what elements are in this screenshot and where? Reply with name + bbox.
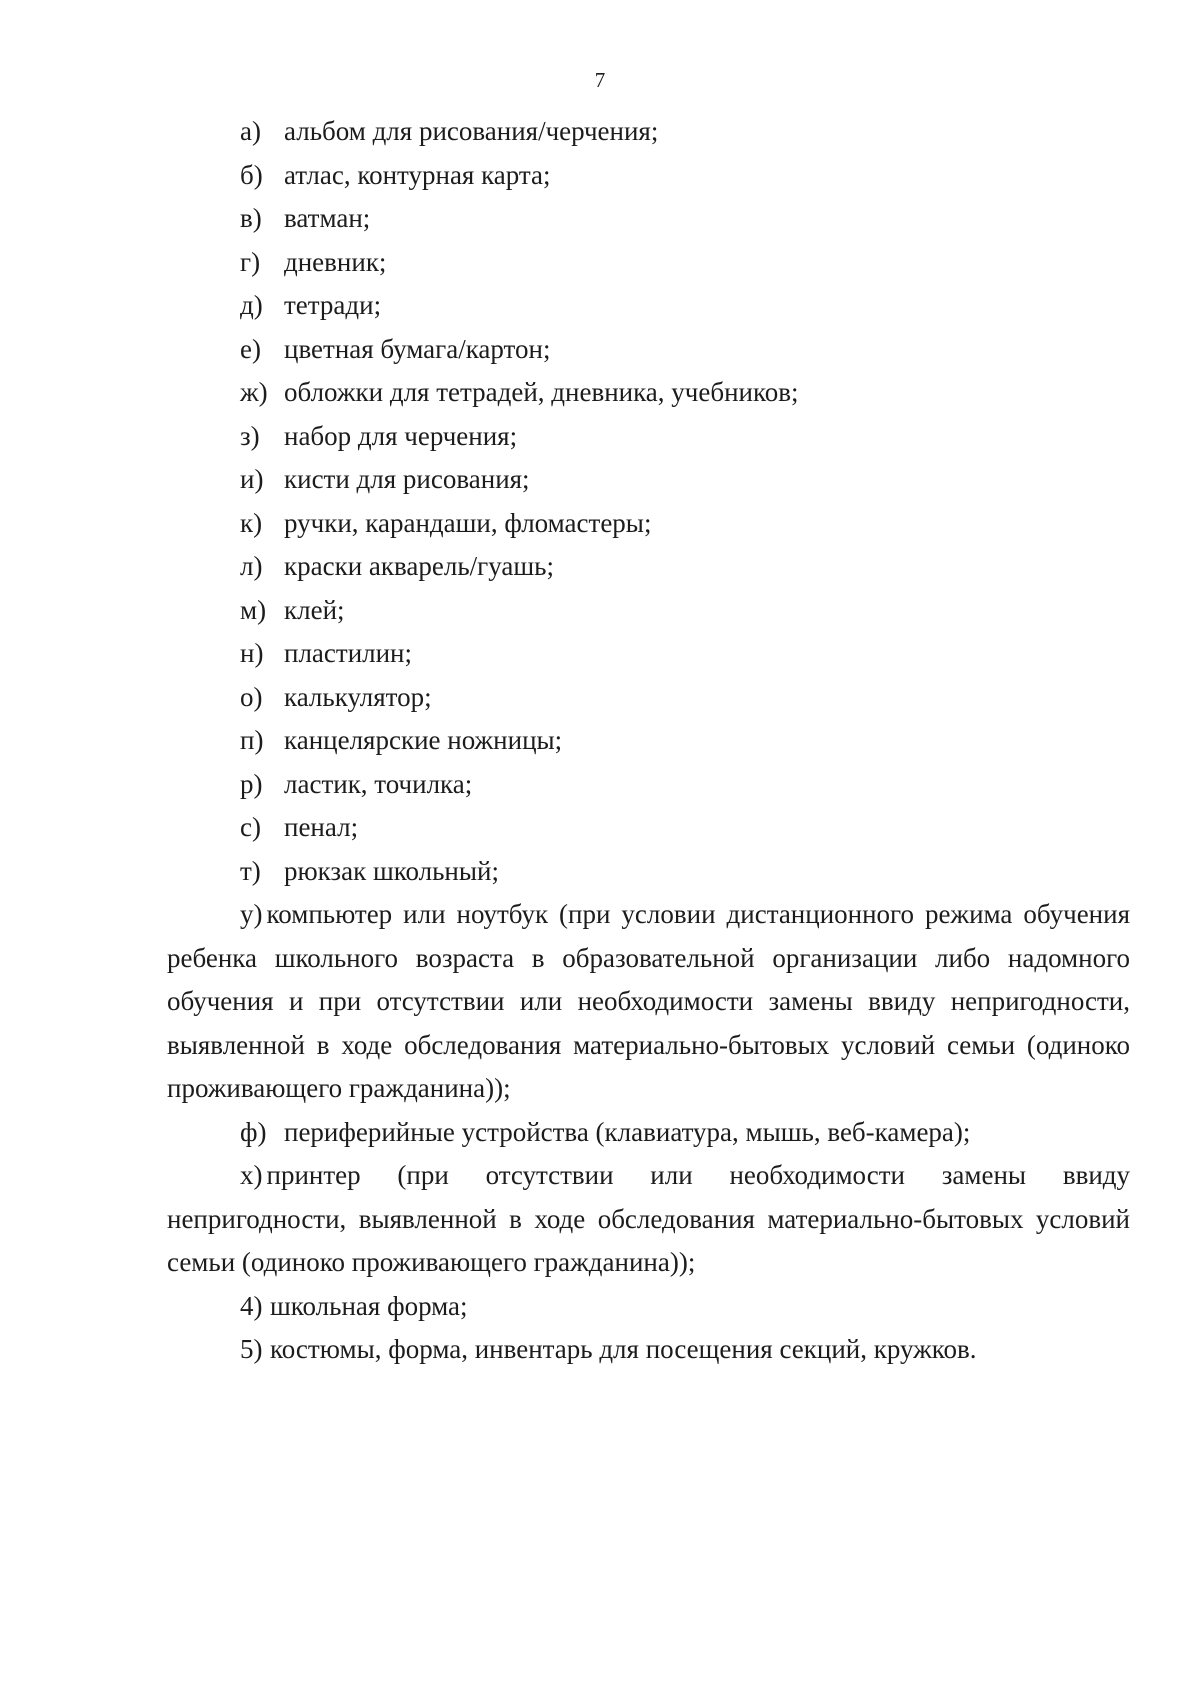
list-item-school-uniform xyxy=(0,1285,1200,1329)
page-number: 7 xyxy=(594,68,606,92)
list-marker: в) xyxy=(240,203,262,233)
list-item xyxy=(0,415,1200,459)
list-item xyxy=(0,328,1200,372)
list-item-computer xyxy=(167,893,1130,1111)
list-item-text: канцелярские ножницы; xyxy=(284,725,563,755)
list-item-text: атлас, контурная карта; xyxy=(284,159,551,190)
list-item xyxy=(0,589,1200,633)
list-item xyxy=(0,154,1200,198)
list-marker: у) xyxy=(240,899,263,929)
list-item-text: клей; xyxy=(284,594,345,625)
list-marker: п) xyxy=(240,725,264,755)
list-item xyxy=(0,676,1200,720)
list-item xyxy=(0,197,1200,241)
list-item xyxy=(0,371,1200,415)
list-item xyxy=(0,458,1200,502)
list-marker: 4) xyxy=(240,1290,263,1321)
list-item-text: альбом для рисования/черчения; xyxy=(284,116,659,146)
list-marker: м) xyxy=(240,594,267,625)
list-marker: к) xyxy=(240,507,263,538)
list-item xyxy=(0,110,1200,154)
list-item-text: периферийные устройства (клавиатура, мышь, веб-камера); xyxy=(284,1116,971,1147)
list-marker: ж) xyxy=(240,377,268,407)
list-item-peripherals xyxy=(0,1111,1200,1155)
list-marker: ф) xyxy=(240,1116,267,1147)
list-item-text: школьная форма; xyxy=(270,1290,468,1321)
list-item-text: цветная бумага/картон; xyxy=(284,333,551,364)
list-item-text: ластик, точилка; xyxy=(284,768,473,799)
list-marker: с) xyxy=(240,812,261,842)
list-marker: б) xyxy=(240,159,263,190)
list-item-text: краски акварель/гуашь; xyxy=(284,551,554,581)
list-item xyxy=(0,545,1200,589)
list-item xyxy=(0,284,1200,328)
list-item-text: пенал; xyxy=(284,812,359,842)
list-item-text: ватман; xyxy=(284,203,371,233)
list-marker: х) xyxy=(240,1160,263,1190)
list-item-text: тетради; xyxy=(284,290,382,320)
list-marker: р) xyxy=(240,768,263,799)
list-item-text: пластилин; xyxy=(284,638,413,668)
list-item-text: принтер (при отсутствии или необходимости замены ввиду непригодности, выявленной в ходе обследования материально-бытовых условий семьи (одиноко проживающего гражданина)); xyxy=(167,1160,1130,1277)
list-item-printer xyxy=(167,1154,1130,1285)
list-item-text: ручки, карандаши, фломастеры; xyxy=(284,507,652,538)
list-item xyxy=(0,241,1200,285)
list-item-text: калькулятор; xyxy=(284,681,432,712)
list-item xyxy=(0,632,1200,676)
list-marker: 5) xyxy=(240,1334,263,1364)
list-item-text: рюкзак школьный; xyxy=(284,855,499,886)
list-item-sports-costumes xyxy=(0,1328,1200,1372)
list-item xyxy=(0,806,1200,850)
list-item xyxy=(0,502,1200,546)
list-item-text: кисти для рисования; xyxy=(284,464,530,494)
list-marker: т) xyxy=(240,855,261,886)
list-item xyxy=(0,850,1200,894)
list-marker: д) xyxy=(240,290,263,320)
list-item xyxy=(0,719,1200,763)
list-item-text: компьютер или ноутбук (при условии дистанционного режима обучения ребенка школьного возраста в образовательной организации либо надомного обучения и при отсутствии или необходимости замены ввиду непригодности, выявленной в ходе обследования материально-бытовых условий семьи (одиноко проживающего гражданина)); xyxy=(167,899,1130,1103)
list-item xyxy=(0,763,1200,807)
list-marker: н) xyxy=(240,638,264,668)
list-marker: и) xyxy=(240,464,264,494)
list-item-text: набор для черчения; xyxy=(284,420,518,451)
list-marker: е) xyxy=(240,333,261,364)
list-marker: а) xyxy=(240,116,261,146)
list-marker: л) xyxy=(240,551,263,581)
list-item-text: обложки для тетрадей, дневника, учебников; xyxy=(284,377,799,407)
list-item-text: дневник; xyxy=(284,246,387,277)
supplies-list xyxy=(0,110,1200,1372)
list-marker: г) xyxy=(240,246,261,277)
list-marker: з) xyxy=(240,420,260,451)
list-item-text: костюмы, форма, инвентарь для посещения секций, кружков. xyxy=(270,1334,977,1364)
list-marker: о) xyxy=(240,681,263,712)
